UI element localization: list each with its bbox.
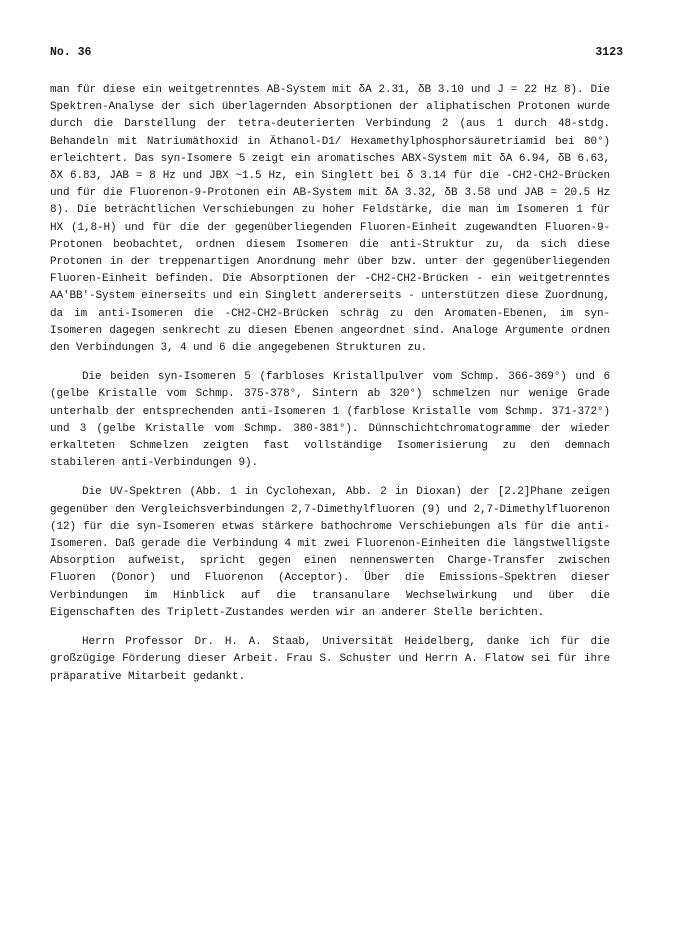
issue-number: No. 36: [50, 46, 92, 59]
page-header: [50, 46, 623, 62]
page-number: 3123: [595, 46, 623, 59]
paragraph-nmr-analysis: man für diese ein weitgetrenntes AB-System mit δA 2.31, δB 3.10 und J = 22 Hz 8). Die Spektren-Analyse der sich überlagernden Absorptionen der aliphatischen Protonen wurde durch die Darstellung der tetra-deuterierten Verbindung 2 (aus 1 durch 48-stdg. Behandeln mit Natriumäthoxid in Äthanol-D1/ Hexamethylphosphorsäuretriamid bei 80°) erleichtert. Das syn-Isomere 5 zeigt ein aromatisches ABX-System mit δA 6.94, δB 6.63, δX 6.83, JAB = 8 Hz und JBX ~1.5 Hz, ein Singlett bei δ 3.14 für die -CH2-CH2-Brücken und für die Fluorenon-9-Protonen ein AB-System mit δA 3.32, δB 3.58 und JAB = 20.5 Hz 8). Die beträchtlichen Verschiebungen zu hoher Feldstärke, die man im Isomeren 1 für HX (1,8-H) und für die der gegenüberliegenden Fluoren-Einheit zugewandten Fluoren-9-Protonen beobachtet, ordnen diesem Isomeren die anti-Struktur zu, da sich diese Protonen in der treppenartigen Anordnung mehr über bzw. unter der gegenüberliegenden Fluoren-Einheit befinden. Die Absorptionen der -CH2-CH2-Brücken - ein weitgetrenntes AA'BB'-System einerseits und ein Singlett andererseits - unterstützen diese Zuordnung, da im anti-Isomeren die -CH2-CH2-Brücken schräg zu den Aromaten-Ebenen, im syn-Isomeren dagegen senkrecht zu diesen Ebenen angeordnet sind. Analoge Argumente ordnen den Verbindungen 3, 4 und 6 die angegebenen Strukturen zu.: [50, 84, 610, 355]
paragraph-uv-spectra: Die UV-Spektren (Abb. 1 in Cyclohexan, Abb. 2 in Dioxan) der [2.2]Phane zeigen gegenüber den Vergleichsverbindungen 2,7-Dimethylfluoren (9) und 2,7-Dimethylfluorenon (12) für die syn-Isomeren etwas stärkere bathochrome Verschiebungen als für die anti-Isomeren. Daß gerade die Verbindung 4 mit zwei Fluorenon-Einheiten die längstwelligste Absorption aufweist, spricht gegen einen nennenswerten Charge-Transfer zwischen Fluoren (Donor) und Fluorenon (Acceptor). Über die Emissions-Spektren dieser Verbindungen im Hinblick auf die transanulare Wechselwirkung und über die Eigenschaften des Triplett-Zustandes werden wir an anderer Stelle berichten.: [50, 486, 610, 619]
paragraph-melting-points: Die beiden syn-Isomeren 5 (farbloses Kristallpulver vom Schmp. 366-369°) und 6 (gelbe Kristalle vom Schmp. 375-378°, Sintern ab 320°) schmelzen nur wenige Grade unterhalb der entsprechenden anti-Isomeren 1 (farblose Kristalle vom Schmp. 371-372°) und 3 (gelbe Kristalle vom Schmp. 380-381°). Dünnschichtchromatogramme der wieder erkalteten Schmelzen zeigten fast vollständige Isomerisierung zu den demnach stabileren anti-Verbindungen 9).: [50, 371, 610, 470]
article-body: [50, 82, 610, 686]
paragraph-acknowledgements: Herrn Professor Dr. H. A. Staab, Universität Heidelberg, danke ich für die großzügige Förderung dieser Arbeit. Frau S. Schuster und Herrn A. Flatow sei für ihre präparative Mitarbeit gedankt.: [50, 636, 610, 683]
